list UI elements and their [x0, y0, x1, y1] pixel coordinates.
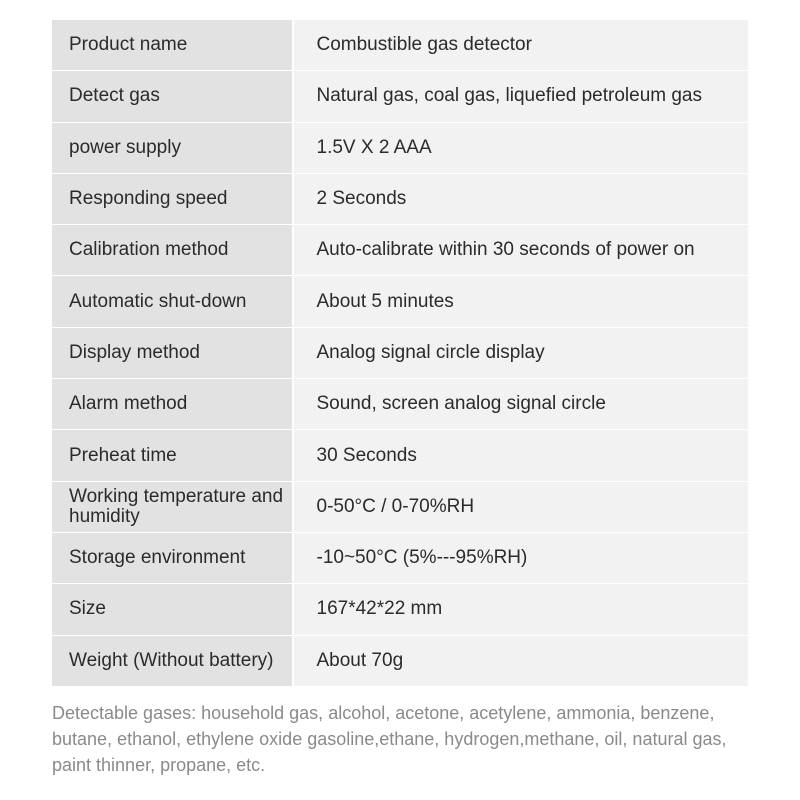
spec-value: -10~50°C (5%---95%RH) [294, 533, 749, 583]
spec-value: 1.5V X 2 AAA [294, 123, 749, 173]
spec-label: Storage environment [52, 533, 292, 583]
spec-label: Weight (Without battery) [52, 636, 292, 686]
spec-label: Calibration method [52, 225, 292, 275]
spec-label: Size [52, 584, 292, 634]
spec-label: power supply [52, 123, 292, 173]
spec-row-alarm-method [52, 379, 748, 430]
spec-label: Display method [52, 328, 292, 378]
spec-label: Detect gas [52, 71, 292, 121]
spec-row-preheat-time [52, 430, 748, 481]
spec-value: Analog signal circle display [294, 328, 749, 378]
spec-row-storage-environment [52, 533, 748, 584]
spec-row-power-supply [52, 123, 748, 174]
spec-label: Automatic shut-down [52, 276, 292, 326]
spec-row-responding-speed [52, 174, 748, 225]
spec-value: Natural gas, coal gas, liquefied petroleum gas [294, 71, 749, 121]
spec-value: 167*42*22 mm [294, 584, 749, 634]
spec-row-weight [52, 636, 748, 687]
spec-row-detect-gas [52, 71, 748, 122]
spec-value: 0-50°C / 0-70%RH [294, 482, 749, 532]
spec-value: About 70g [294, 636, 749, 686]
spec-table [52, 20, 748, 687]
spec-label: Alarm method [52, 379, 292, 429]
spec-label: Working temperature and humidity [52, 482, 292, 532]
spec-row-display-method [52, 328, 748, 379]
spec-value: 2 Seconds [294, 174, 749, 224]
spec-row-product-name [52, 20, 748, 71]
spec-value: About 5 minutes [294, 276, 749, 326]
spec-label: Preheat time [52, 430, 292, 480]
spec-value: 30 Seconds [294, 430, 749, 480]
spec-row-calibration-method [52, 225, 748, 276]
spec-label: Responding speed [52, 174, 292, 224]
spec-label: Product name [52, 20, 292, 70]
spec-value: Sound, screen analog signal circle [294, 379, 749, 429]
spec-row-working-temperature [52, 482, 748, 533]
spec-row-size [52, 584, 748, 635]
spec-value: Auto-calibrate within 30 seconds of power on [294, 225, 749, 275]
spec-value: Combustible gas detector [294, 20, 749, 70]
detectable-gases-note: Detectable gases: household gas, alcohol, acetone, acetylene, ammonia, benzene, butane, ethanol, ethylene oxide gasoline,ethane, hydrogen,methane, oil, natural gas, paint thinner, propane, etc. [52, 703, 727, 775]
spec-row-automatic-shut-down [52, 276, 748, 327]
